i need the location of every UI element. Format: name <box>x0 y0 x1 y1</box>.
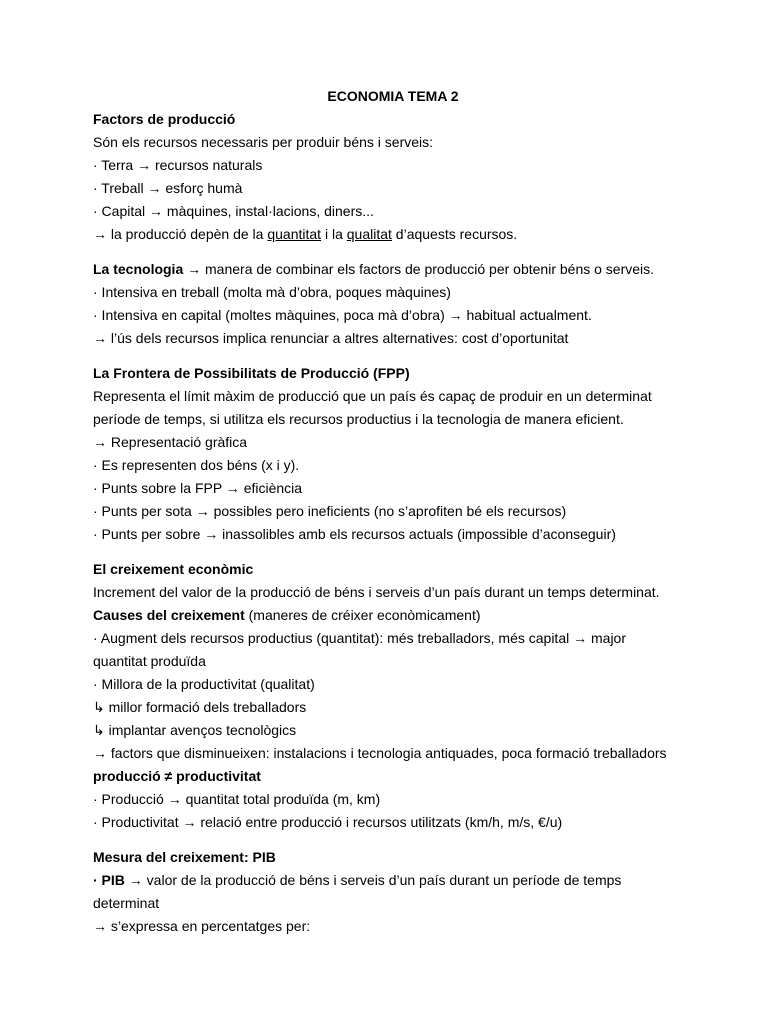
document-page <box>93 85 693 938</box>
underlined-word: qualitat <box>346 226 392 242</box>
section-heading <box>93 108 693 131</box>
paragraph-line: Representa el límit màxim de producció que un país és capaç de produir en un determinat <box>93 388 652 404</box>
bullet-line: · Producció → quantitat total produïda (m, km) <box>93 791 381 807</box>
bullet-line: · Intensiva en capital (moltes màquines, poca mà d’obra) → habitual actualment. <box>93 307 592 323</box>
text-run: i la <box>321 226 347 242</box>
heading-text: Mesura del creixement: PIB <box>93 849 276 865</box>
paragraph-line: Increment del valor de la producció de béns i serveis d’un país durant un temps determinat. <box>93 584 660 600</box>
subheading-text: Causes del creixement <box>93 607 245 623</box>
bold-text: producció ≠ productivitat <box>93 768 261 784</box>
paragraph-line: Són els recursos necessaris per produir béns i serveis: <box>93 134 434 150</box>
bullet-line <box>93 869 693 892</box>
bold-text: · PIB <box>93 872 125 888</box>
section-pib <box>93 846 693 938</box>
section-fpp <box>93 362 693 546</box>
text-run: → manera de combinar els factors de producció per obtenir béns o serveis. <box>183 261 655 277</box>
arrow-line: → l’ús dels recursos implica renunciar a altres alternatives: cost d’oportunitat <box>93 330 569 346</box>
section-tecnologia <box>93 258 693 350</box>
bullet-line: · Augment dels recursos productius (quantitat): més treballadors, més capital → major <box>93 630 627 646</box>
heading-line <box>93 258 693 281</box>
bullet-line: · Intensiva en treball (molta mà d’obra, poques màquines) <box>93 284 451 300</box>
paragraph-line: quantitat produïda <box>93 653 206 669</box>
paragraph-line: determinat <box>93 895 160 911</box>
heading-text: El creixement econòmic <box>93 561 254 577</box>
section-factors <box>93 108 693 246</box>
bullet-line: · Millora de la productivitat (qualitat) <box>93 676 315 692</box>
subbullet-line: ↳ millor formació dels treballadors <box>93 699 307 715</box>
bullet-line: · Capital → màquines, instal·lacions, diners... <box>93 203 374 219</box>
text-run: (maneres de créixer econòmicament) <box>244 607 481 623</box>
section-heading <box>93 558 693 581</box>
arrow-line: → factors que disminueixen: instalacions i tecnologia antiquades, poca formació treballadors <box>93 745 667 761</box>
bold-line <box>93 765 693 788</box>
bullet-line: · Punts sobre la FPP → eficiència <box>93 480 303 496</box>
bullet-line: · Es representen dos béns (x i y). <box>93 457 300 473</box>
section-creixement <box>93 558 693 834</box>
underlined-word: quantitat <box>267 226 322 242</box>
heading-text: La tecnologia <box>93 261 184 277</box>
bullet-line: · Punts per sobre → inassolibles amb els recursos actuals (impossible d’aconseguir) <box>93 526 616 542</box>
subbullet-line: ↳ implantar avenços tecnològics <box>93 722 297 738</box>
heading-text: Factors de producció <box>93 111 236 127</box>
document-title: ECONOMIA TEMA 2 <box>327 88 459 104</box>
arrow-line: → s’expressa en percentatges per: <box>93 918 311 934</box>
text-run: → la producció depèn de la <box>93 226 268 242</box>
bullet-line: · Treball → esforç humà <box>93 180 243 196</box>
heading-text: La Frontera de Possibilitats de Producció (FPP) <box>93 365 410 381</box>
bullet-line: · Punts per sota → possibles pero ineficients (no s’aprofiten bé els recursos) <box>93 503 567 519</box>
bullet-line: · Productivitat → relació entre producció i recursos utilitzats (km/h, m/s, €/u) <box>93 814 563 830</box>
section-heading <box>93 846 693 869</box>
text-run: d’aquests recursos. <box>391 226 518 242</box>
subheading-line <box>93 604 693 627</box>
arrow-line: → Representació gràfica <box>93 434 248 450</box>
bullet-line: · Terra → recursos naturals <box>93 157 263 173</box>
section-heading <box>93 362 693 385</box>
arrow-line <box>93 223 693 246</box>
paragraph-line: període de temps, si utilitza els recursos productius i la tecnologia de manera eficient. <box>93 411 624 427</box>
text-run: → valor de la producció de béns i serveis d’un país durant un període de temps <box>124 872 622 888</box>
